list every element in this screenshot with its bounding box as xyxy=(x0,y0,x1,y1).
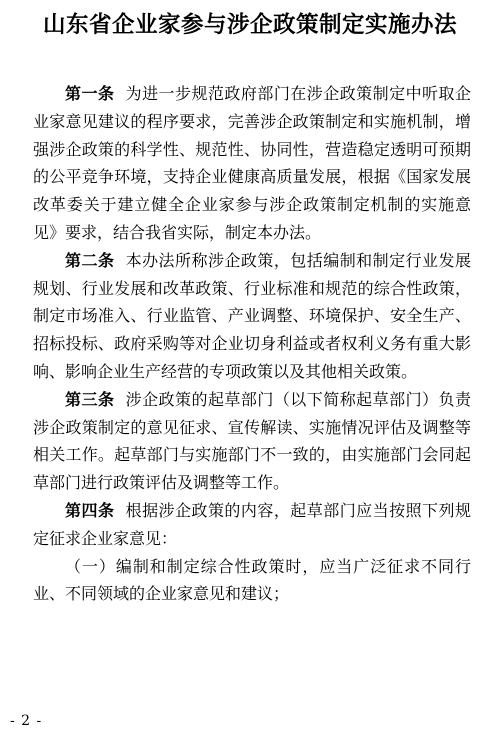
article-4-item-1 xyxy=(33,553,471,609)
article-number: 第二条 xyxy=(65,250,115,270)
article-number: 第三条 xyxy=(65,389,115,409)
article-number: 第一条 xyxy=(65,84,115,103)
article-text: 本办法所称涉企政策，包括编制和制定行业发展规划、行业发展和改革政策、行业标准和规范的综合性政策，制定市场准入、行业监管、产业调整、环境保护、安全生产、招标投标、政府采购等对企业切身利益或者权利义务有重大影响、影响企业生产经营的专项政策以及其他相关政策。 xyxy=(33,250,471,381)
document-body xyxy=(33,80,471,608)
article-2 xyxy=(33,247,471,386)
article-4 xyxy=(33,497,471,553)
item-text: （一）编制和制定综合性政策时，应当广泛征求不同行业、不同领域的企业家意见和建议； xyxy=(33,556,471,604)
article-number: 第四条 xyxy=(65,500,115,520)
article-text: 根据涉企政策的内容，起草部门应当按照下列规定征求企业家意见： xyxy=(33,500,471,548)
article-3 xyxy=(33,386,471,497)
article-text: 涉企政策的起草部门（以下简称起草部门）负责涉企政策制定的意见征求、宣传解读、实施情况评估及调整等相关工作。起草部门与实施部门不一致的，由实施部门会同起草部门进行政策评估及调整等工作。 xyxy=(33,389,471,493)
article-1 xyxy=(33,80,471,247)
article-text: 为进一步规范政府部门在涉企政策制定中听取企业家意见建议的程序要求，完善涉企政策制定和实施机制，增强涉企政策的科学性、规范性、协同性，营造稳定透明可预期的公平竞争环境，支持企业健康高质量发展，根据《国家发展改革委关于建立健全企业家参与涉企政策制定机制的实施意见》要求，结合我省实际，制定本办法。 xyxy=(33,84,471,242)
document-title: 山东省企业家参与涉企政策制定实施办法 xyxy=(42,12,457,38)
page-number: - 2 - xyxy=(10,713,43,729)
